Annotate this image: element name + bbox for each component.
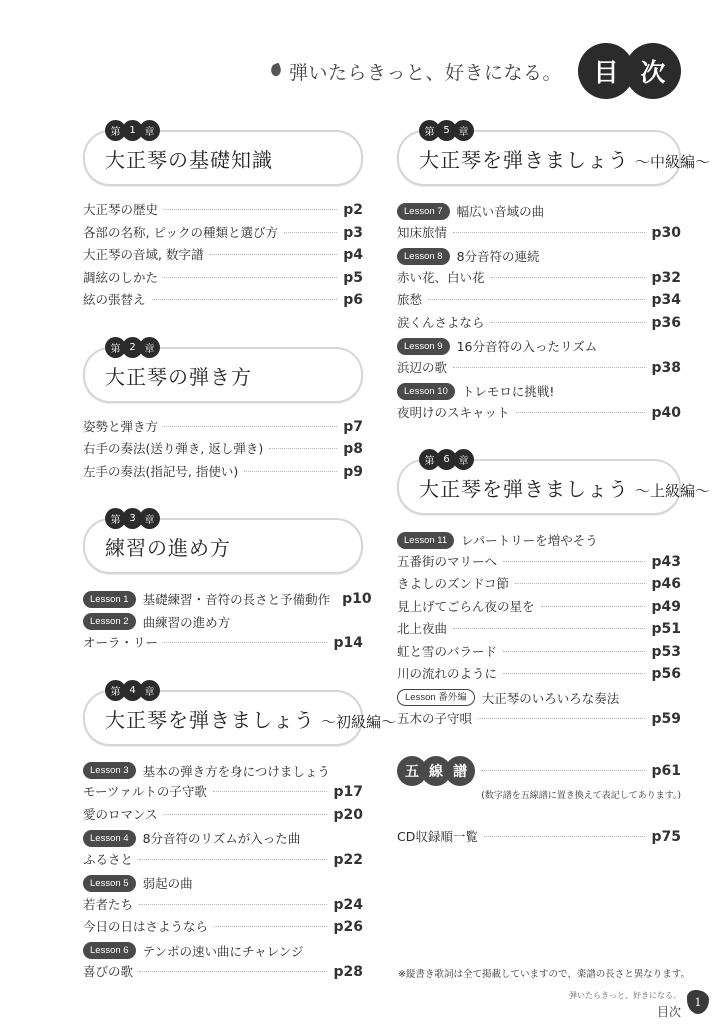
badge-number: 3: [122, 508, 143, 529]
page-title: [578, 43, 681, 99]
entry-page: p34: [651, 292, 681, 308]
staff-notation-note: (数字譜を五線譜に置き換えて表記してあります。): [481, 790, 681, 801]
footer-tagline: 弾いたらきっと、好きになる。: [569, 991, 681, 1000]
entry-name: 五番街のマリーへ: [397, 553, 498, 569]
toc-entry[interactable]: [83, 417, 363, 440]
chapter-subtitle: ～中級編～: [635, 153, 711, 171]
entry-page: p10: [342, 591, 372, 608]
chapter-title: [105, 361, 252, 390]
label-char: 五: [397, 756, 427, 786]
entry-page: p28: [333, 964, 363, 980]
chapter-4: [83, 680, 397, 985]
lesson-badge: Lesson 5: [83, 875, 136, 892]
chapter-badge: [105, 680, 160, 701]
chapter-title: [105, 532, 231, 561]
entry-page: p30: [651, 224, 681, 241]
entry-name: モーツァルトの子守歌: [83, 784, 207, 799]
entry-name: 各部の名称, ピックの種類と選び方: [83, 224, 278, 240]
chapter-title-text: 大正琴を弾きましょう: [105, 707, 315, 732]
entry-page: p8: [343, 441, 363, 457]
badge-number: 5: [436, 120, 457, 141]
lesson-title: 基本の弾き方を身につけましょう: [142, 763, 330, 779]
lesson-title: 基礎練習・音符の長さと予備動作: [142, 592, 331, 608]
lesson-title: テンポの速い曲にチャレンジ: [142, 943, 304, 959]
page-number: 1: [687, 990, 709, 1014]
entry-page: p26: [333, 919, 363, 935]
entry-name: 今日の日はさようなら: [83, 919, 209, 934]
entry-name: 左手の奏法(指記号, 指使い): [83, 463, 239, 479]
footer-section: 目次: [656, 1005, 681, 1019]
entry-name: 北上夜曲: [397, 621, 448, 636]
badge-char: 章: [139, 508, 160, 529]
entry-page: p17: [333, 784, 363, 800]
chapter-header: [83, 337, 363, 399]
lesson-title: 8分音符の連続: [456, 249, 540, 265]
lesson-heading: [397, 687, 681, 710]
badge-char: 第: [419, 449, 440, 470]
entry-name: 喜びの歌: [83, 964, 134, 979]
lesson-heading: [83, 760, 363, 783]
chapter-title-text: 練習の進め方: [105, 536, 231, 560]
leader-dots: [284, 232, 337, 233]
chapter-title: [419, 144, 710, 173]
entry-page: p56: [651, 666, 681, 682]
toc-entry[interactable]: [83, 245, 363, 268]
chapter-title-text: 大正琴の基礎知識: [105, 148, 273, 172]
entry-name: 見上げてごらん夜の星を: [397, 598, 535, 614]
entry-name: 大正琴の音域, 数字譜: [83, 247, 204, 262]
toc-entry[interactable]: [397, 642, 681, 665]
lesson-title: 大正琴のいろいろな奏法: [481, 690, 620, 706]
chapter-title: [105, 144, 273, 173]
leader-dots: [515, 583, 645, 584]
entry-name: 右手の奏法(送り弾き, 返し弾き): [83, 441, 264, 456]
leader-dots: [152, 299, 338, 300]
chapter-title-text: 大正琴を弾きましょう: [419, 477, 629, 501]
leader-dots: [269, 448, 337, 449]
tagline: 弾いたらきっと、好きになる。: [288, 61, 562, 84]
leader-dots: [453, 232, 645, 233]
toc-entry[interactable]: [83, 633, 363, 656]
chapter-header: [397, 449, 711, 511]
entry-name: 夜明けのスキャット: [397, 404, 510, 420]
badge-char: 第: [105, 680, 126, 701]
toc-entry[interactable]: [83, 895, 363, 918]
leader-dots: [428, 299, 645, 300]
badge-char: 第: [105, 508, 126, 529]
leader-dots: [541, 606, 646, 607]
lesson-badge: Lesson 9: [397, 338, 450, 355]
footnote: ※縦書き歌詞は全て掲載していますので、楽譜の長さと異なります。: [398, 969, 691, 980]
entry-page: p61: [651, 762, 681, 779]
toc-entry[interactable]: [83, 917, 363, 940]
entry-page: p7: [343, 418, 363, 435]
leaf-icon: [269, 63, 283, 78]
title-char: 目: [578, 43, 634, 99]
chapter-badge: [419, 120, 474, 141]
entry-page: p24: [333, 896, 363, 913]
lesson-heading: [83, 827, 363, 850]
toc-left-column: [83, 120, 397, 1009]
leader-dots: [516, 412, 646, 413]
leader-dots: [503, 651, 645, 652]
lesson-heading: [397, 529, 681, 552]
entry-page: p36: [651, 314, 681, 331]
entry-name: 旅愁: [397, 292, 423, 307]
entry-name: 五木の子守唄: [397, 711, 473, 726]
label-char: 線: [421, 756, 451, 786]
entry-name: 愛のロマンス: [83, 806, 158, 822]
badge-char: 章: [139, 680, 160, 701]
badge-number: 1: [122, 120, 143, 141]
entry-page: p6: [343, 292, 363, 308]
toc-entry[interactable]: [397, 223, 681, 246]
entry-name: 知床旅情: [397, 224, 448, 240]
chapter-header: [83, 120, 363, 182]
entry-name: 涙くんさよなら: [397, 314, 485, 330]
toc-entry[interactable]: [397, 619, 681, 642]
toc-entry[interactable]: [397, 597, 681, 620]
lesson-entry[interactable]: [83, 588, 372, 611]
lesson-badge: Lesson 3: [83, 762, 136, 779]
entry-name: 絃の張替え: [83, 292, 146, 307]
leader-dots: [139, 904, 327, 905]
chapter-subtitle: ～初級編～: [321, 712, 397, 731]
toc-entry[interactable]: [83, 200, 363, 223]
lesson-title: 8分音符のリズムが入った曲: [142, 831, 301, 847]
entry-name: 浜辺の歌: [397, 359, 448, 375]
badge-char: 章: [139, 337, 160, 358]
toc-entry[interactable]: [397, 358, 681, 381]
leader-dots: [478, 718, 645, 719]
chapter-header: [83, 680, 397, 742]
entry-page: p43: [651, 553, 681, 570]
lesson-title: 幅広い音域の曲: [456, 204, 545, 220]
entry-page: p51: [651, 621, 681, 637]
toc-entry[interactable]: [83, 268, 363, 291]
lesson-badge: Lesson 6: [83, 942, 136, 959]
badge-char: 章: [453, 449, 474, 470]
leader-dots: [503, 673, 645, 674]
lesson-badge: Lesson 1: [83, 591, 136, 608]
chapter-title: [105, 704, 396, 733]
lesson-badge: Lesson 7: [397, 203, 450, 220]
entry-page: p59: [651, 711, 681, 727]
entry-name: きよしのズンドコ節: [397, 576, 510, 591]
leader-dots: [491, 322, 646, 323]
chapter-2: [83, 337, 363, 485]
leader-dots: [209, 254, 337, 255]
entry-page: p46: [651, 576, 681, 592]
lesson-heading: [83, 611, 363, 634]
lesson-badge: Lesson 11: [397, 532, 454, 549]
entry-page: p14: [333, 635, 363, 651]
badge-number: 6: [436, 449, 457, 470]
chapter-header: [83, 508, 363, 570]
entry-name: ふるさと: [83, 851, 134, 867]
lesson-heading: [83, 872, 363, 895]
cd-list-entry[interactable]: [397, 827, 681, 850]
toc-entry[interactable]: [397, 268, 681, 291]
badge-number: 2: [122, 337, 143, 358]
badge-char: 第: [419, 120, 440, 141]
leader-dots: [481, 770, 645, 771]
entry-page: p75: [651, 828, 681, 845]
lesson-heading: [397, 200, 681, 223]
entry-name: 姿勢と弾き方: [83, 418, 159, 434]
toc-entry[interactable]: [397, 574, 681, 597]
lesson-heading: [397, 245, 681, 268]
entry-name: CD収録順一覧: [397, 828, 478, 844]
badge-char: 第: [105, 120, 126, 141]
leader-dots: [164, 642, 327, 643]
entry-name: 川の流れのように: [397, 666, 498, 681]
leader-dots: [503, 561, 645, 562]
leader-dots: [453, 628, 645, 629]
entry-name: 虹と雪のバラード: [397, 643, 498, 659]
leader-dots: [164, 209, 337, 210]
toc-entry[interactable]: [397, 664, 681, 687]
leader-dots: [244, 471, 337, 472]
toc-entry[interactable]: [83, 462, 363, 485]
leader-dots: [164, 277, 337, 278]
chapter-title-text: 大正琴の弾き方: [105, 364, 252, 389]
lesson-heading: [83, 940, 363, 963]
leader-dots: [453, 367, 645, 368]
badge-char: 第: [105, 337, 126, 358]
entry-page: p5: [343, 269, 363, 286]
toc-entry[interactable]: [83, 850, 363, 873]
toc-entry[interactable]: [83, 439, 363, 462]
chapter-6: [397, 449, 711, 732]
entry-page: p53: [651, 643, 681, 660]
lesson-badge: Lesson 10: [397, 383, 455, 400]
entry-name: 赤い花、白い花: [397, 269, 485, 285]
leader-dots: [491, 277, 646, 278]
lesson-title: 曲練習の進め方: [142, 614, 231, 630]
entry-name: 若者たち: [83, 896, 134, 912]
toc-entry[interactable]: [83, 962, 363, 985]
entry-name: オーラ・リー: [83, 635, 159, 650]
chapter-3: [83, 508, 372, 656]
lesson-badge: Lesson 2: [83, 613, 136, 630]
badge-number: 4: [122, 680, 143, 701]
entry-page: p32: [651, 269, 681, 286]
toc-entry[interactable]: [83, 782, 363, 805]
entry-page: p49: [651, 598, 681, 615]
toc-entry[interactable]: [83, 805, 363, 828]
lesson-title: レパートリーを増やそう: [461, 533, 598, 549]
leader-dots: [139, 859, 327, 860]
lesson-badge-extra: Lesson 番外編: [397, 689, 475, 706]
entry-page: p3: [343, 224, 363, 241]
leader-dots: [484, 836, 646, 837]
entry-page: p40: [651, 404, 681, 421]
chapter-badge: [105, 508, 160, 529]
entry-page: p38: [651, 359, 681, 376]
page-footer: [569, 990, 709, 1020]
lesson-title: トレモロに挑戦!: [461, 384, 555, 400]
toc-entry[interactable]: [83, 223, 363, 246]
lesson-badge: Lesson 8: [397, 248, 450, 265]
toc-entry[interactable]: [397, 290, 681, 313]
leader-dots: [139, 971, 327, 972]
lesson-title: 弱起の曲: [142, 876, 193, 892]
label-char: 譜: [445, 756, 475, 786]
chapter-title-text: 大正琴を弾きましょう: [419, 148, 629, 172]
chapter-5: [397, 120, 711, 425]
leader-dots: [164, 814, 328, 815]
chapter-badge: [105, 120, 160, 141]
leader-dots: [213, 791, 328, 792]
leader-dots: [164, 426, 337, 427]
entry-name: 調絃のしかた: [83, 269, 159, 285]
page-header: [271, 42, 681, 100]
lesson-title: 16分音符の入ったリズム: [456, 339, 598, 355]
chapter-badge: [419, 449, 474, 470]
leader-dots: [214, 926, 327, 927]
chapter-subtitle: ～上級編～: [635, 482, 711, 500]
title-char: 次: [625, 43, 681, 99]
toc-entry[interactable]: [397, 709, 681, 732]
entry-page: p20: [333, 806, 363, 823]
entry-page: p4: [343, 247, 363, 263]
toc-entry[interactable]: [83, 290, 363, 313]
badge-char: 章: [453, 120, 474, 141]
chapter-title: [419, 473, 710, 502]
staff-notation-label: [397, 756, 475, 786]
entry-page: p22: [333, 851, 363, 868]
entry-page: p2: [343, 202, 363, 218]
badge-char: 章: [139, 120, 160, 141]
staff-notation-entry[interactable]: [397, 756, 681, 786]
entry-name: 大正琴の歴史: [83, 202, 159, 217]
lesson-heading: [397, 335, 681, 358]
chapter-badge: [105, 337, 160, 358]
lesson-heading: [397, 380, 681, 403]
chapter-header: [397, 120, 711, 182]
toc-entry[interactable]: [397, 552, 681, 575]
entry-page: p9: [343, 463, 363, 480]
toc-right-column: [397, 120, 711, 849]
lesson-badge: Lesson 4: [83, 830, 136, 847]
toc-entry[interactable]: [397, 403, 681, 426]
toc-entry[interactable]: [397, 313, 681, 336]
chapter-1: [83, 120, 363, 313]
